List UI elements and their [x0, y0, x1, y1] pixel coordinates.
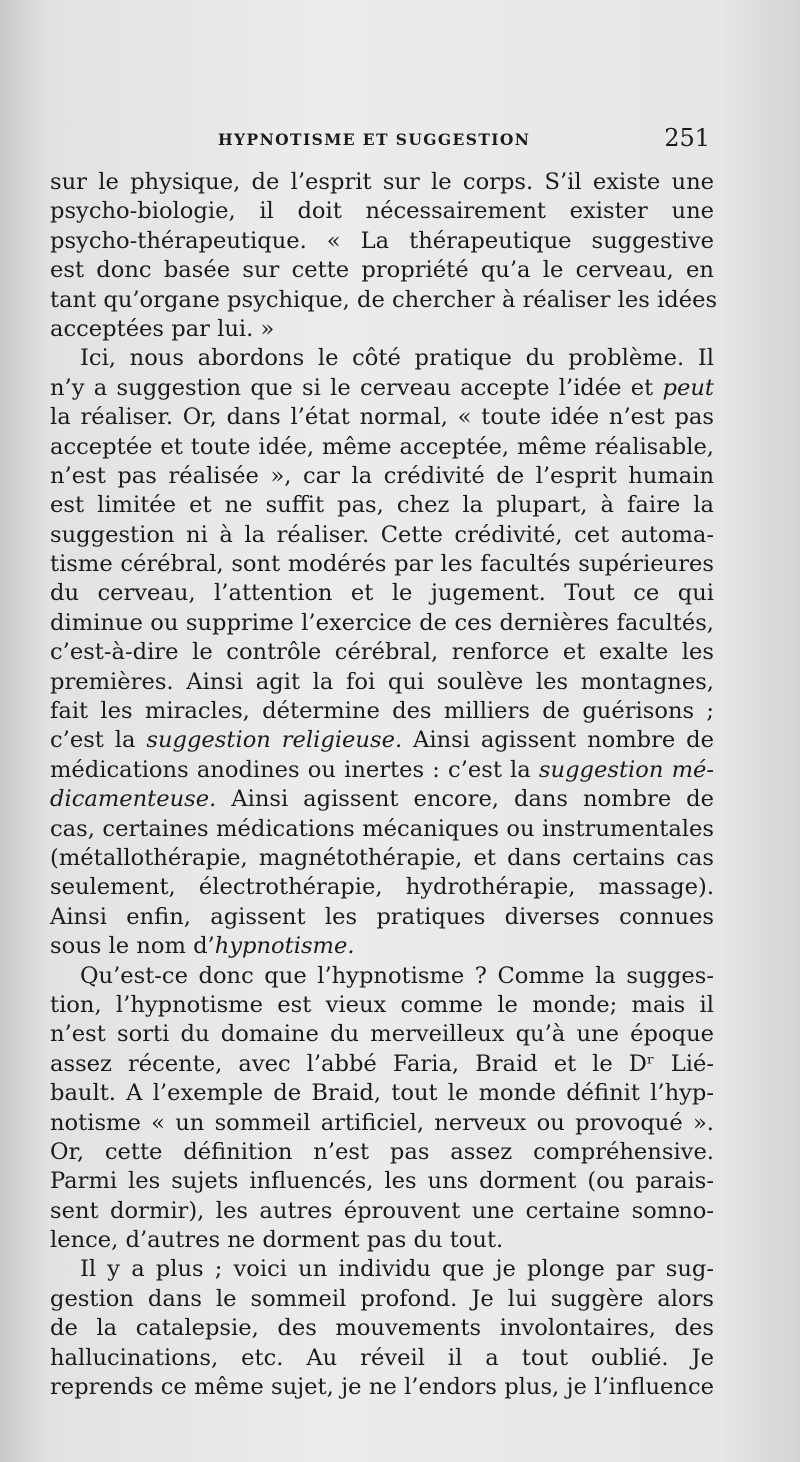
italic-segment: suggestion mé- [538, 756, 715, 783]
text-line: acceptée et toute idée, même acceptée, même réalisable, [50, 433, 714, 460]
text-segment: Ainsi agissent encore, dans nombre de [216, 786, 714, 813]
text-line: psycho-biologie, il doit nécessairement exister une [50, 198, 714, 225]
text-line: Parmi les sujets influencés, les uns dorment (ou parais- [50, 1168, 714, 1195]
text-line: c’est-à-dire le contrôle cérébral, renforce et exalte les [50, 639, 714, 666]
italic-segment: suggestion religieuse. [146, 727, 403, 754]
text-line: Qu’est-ce donc que l’hypnotisme ? Comme la sugges- [80, 962, 714, 989]
text-line [50, 756, 714, 785]
text-line: du cerveau, l’attention et le jugement. Tout ce qui [50, 580, 714, 607]
text-line: sent dormir), les autres éprouvent une certaine somno- [50, 1197, 714, 1224]
text-line [50, 785, 714, 814]
text-line [50, 374, 714, 403]
text-line: tion, l’hypnotisme est vieux comme le monde; mais il [50, 991, 714, 1018]
text-line: hallucinations, etc. Au réveil il a tout oublié. Je [50, 1344, 714, 1371]
text-line: Ici, nous abordons le côté pratique du problème. Il [80, 345, 714, 372]
text-line: reprends ce même sujet, je ne l’endors plus, je l’influence [50, 1374, 714, 1401]
text-line: Il y a plus ; voici un individu que je plonge par sug- [80, 1256, 714, 1283]
text-line: suggestion ni à la réaliser. Cette crédivité, cet automa- [50, 521, 714, 548]
text-line: diminue ou supprime l’exercice de ces dernières facultés, [50, 609, 714, 636]
italic-segment: dicamenteuse. [50, 786, 217, 813]
text-line: tisme cérébral, sont modérés par les facultés supérieures [50, 551, 714, 578]
text-line [50, 932, 714, 961]
text-line: bault. A l’exemple de Braid, tout le monde définit l’hyp- [50, 1080, 714, 1107]
text-segment: n’y a suggestion que si le cerveau accepte l’idée et [50, 374, 663, 401]
text-line: seulement, électrothérapie, hydrothérapie, massage). [50, 874, 714, 901]
text-line: Ainsi enfin, agissent les pratiques diverses connues [50, 903, 714, 930]
text-line: Or, cette définition n’est pas assez compréhensive. [50, 1138, 714, 1165]
text-line: est limitée et ne suffit pas, chez la plupart, à faire la [50, 492, 714, 519]
text-line: notisme « un sommeil artificiel, nerveux ou provoqué ». [50, 1109, 714, 1136]
body-text [50, 168, 718, 1402]
text-line: est donc basée sur cette propriété qu’a le cerveau, en [50, 257, 714, 284]
text-line [50, 726, 714, 755]
text-line: n’est pas réalisée », car la crédivité de l’esprit humain [50, 462, 714, 489]
text-line: la réaliser. Or, dans l’état normal, « toute idée n’est pas [50, 404, 714, 431]
text-line: lence, d’autres ne dorment pas du tout. [50, 1227, 504, 1254]
text-line: (métallothérapie, magnétothérapie, et dans certains cas [50, 844, 714, 871]
text-segment: Ainsi agissent nombre de [402, 727, 715, 754]
text-line: acceptées par lui. » [50, 315, 275, 342]
text-line: psycho-thérapeutique. « La thérapeutique suggestive [50, 227, 714, 254]
running-title: HYPNOTISME ET SUGGESTION [218, 130, 531, 149]
text-segment: médications anodines ou inertes : c’est la [50, 756, 539, 783]
text-segment: sous le nom d’ [50, 933, 215, 960]
text-line: fait les miracles, détermine des milliers de guérisons ; [50, 698, 714, 725]
text-segment: c’est la [50, 727, 147, 754]
italic-segment: peut [662, 374, 714, 401]
text-line: gestion dans le sommeil profond. Je lui suggère alors [50, 1285, 714, 1312]
text-line: tant qu’organe psychique, de chercher à réaliser les idées [50, 286, 718, 313]
text-line: premières. Ainsi agit la foi qui soulève les montagnes, [50, 668, 714, 695]
page-header [50, 124, 710, 158]
text-line: n’est sorti du domaine du merveilleux qu’à une époque [50, 1021, 714, 1048]
italic-segment: hypnotisme. [214, 933, 355, 960]
text-line: assez récente, avec l’abbé Faria, Braid et le Dʳ Lié- [50, 1050, 714, 1077]
text-line: cas, certaines médications mécaniques ou instrumentales [50, 815, 714, 842]
page-number: 251 [664, 124, 710, 152]
text-line: de la catalepsie, des mouvements involontaires, des [50, 1315, 714, 1342]
text-line: sur le physique, de l’esprit sur le corps. S’il existe une [50, 169, 714, 195]
